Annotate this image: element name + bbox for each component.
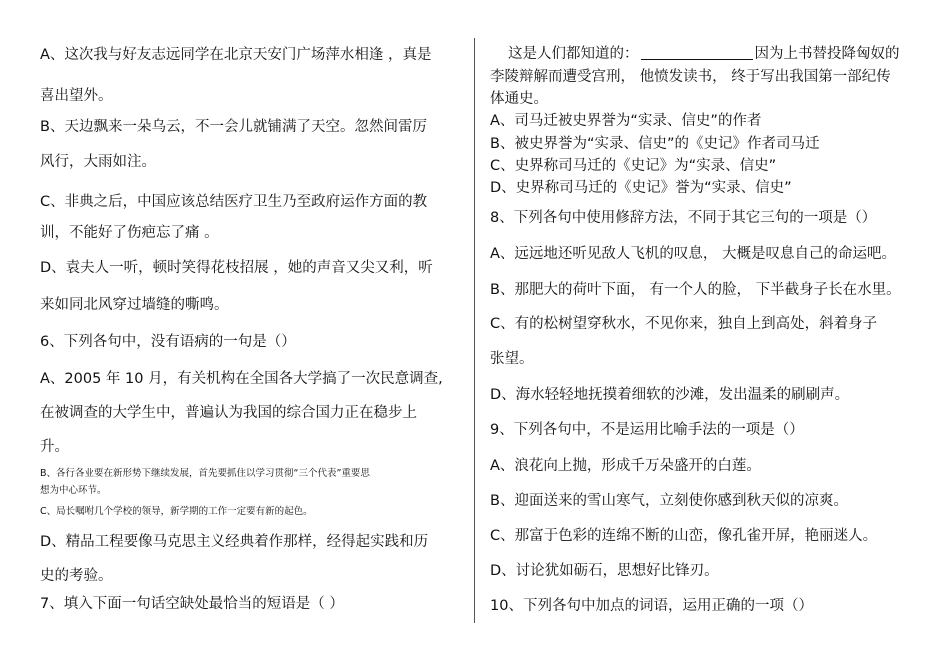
- q7-option-d: D、史界称司马迁的《史记》誉为“实录、信史”: [490, 180, 792, 196]
- q8-option-d: D、海水轻轻地抚摸着细软的沙滩，发出温柔的刷刷声。: [490, 387, 850, 403]
- q7-passage-line3: 体通史。: [490, 91, 548, 107]
- q6-option-c: C、局长嘱咐几个学校的领导，新学期的工作一定要有新的起色。: [40, 506, 313, 517]
- q6-option-a-line2: 在被调查的大学生中，普遍认为我国的综合国力正在稳步上: [40, 405, 417, 421]
- q7-passage-line1-start: 这是人们都知道的：: [508, 46, 639, 62]
- q6-option-b-line2: 想为中心环节。: [40, 485, 107, 496]
- q5-option-d-line1: D、袁夫人一听，顿时笑得花枝招展 ，她的声音又尖又利，听: [40, 260, 433, 276]
- q9-option-d: D、讨论犹如砺石，思想好比锋刃。: [490, 563, 719, 579]
- q5-option-b-line2: 风行，大雨如注。: [40, 154, 156, 170]
- q8-option-a: A、远远地还听见敌人飞机的叹息， 大概是叹息自己的命运吧。: [490, 246, 897, 262]
- q5-option-c-line2: 训，不能好了伤疤忘了痛 。: [40, 225, 219, 241]
- q6-option-d-line2: 史的考验。: [40, 568, 113, 584]
- q9-stem: 9、下列各句中，不是运用比喻手法的一项是（）: [490, 422, 804, 438]
- column-divider: [474, 38, 475, 623]
- q6-option-b-line1: B、各行各业要在新形势下继续发展，首先要抓住以学习贯彻“三个代表”重要思: [40, 468, 370, 479]
- q10-stem: 10、下列各句中加点的词语，运用正确的一项（）: [490, 598, 813, 614]
- q5-option-c-line1: C、非典之后，中国应该总结医疗卫生乃至政府运作方面的教: [40, 194, 428, 210]
- q7-option-a: A、司马迁被史界誉为“实录、信史”的作者: [490, 113, 762, 129]
- q6-stem: 6、下列各句中，没有语病的一句是（）: [40, 334, 296, 350]
- q5-option-a-line2: 喜出望外。: [40, 88, 113, 104]
- q6-option-d-line1: D、精品工程要像马克思主义经典着作那样，经得起实践和历: [40, 534, 429, 550]
- q6-option-a-line3: 升。: [40, 439, 69, 455]
- fill-in-blank[interactable]: [641, 45, 753, 60]
- q8-option-c-line1: C、有的松树望穿秋水，不见你来，独自上到高处，斜着身子: [490, 316, 878, 332]
- q7-passage-line1-end: 因为上书替投降匈奴的: [754, 46, 900, 62]
- q7-stem: 7、填入下面一句话空缺处最恰当的短语是（ ）: [40, 596, 344, 612]
- q6-option-a-line1: A、2005 年 10 月，有关机构在全国各大学搞了一次民意调查,: [40, 371, 443, 387]
- q9-option-c: C、那富于色彩的连绵不断的山峦，像孔雀开屏，艳丽迷人。: [490, 528, 878, 544]
- q9-option-b: B、迎面送来的雪山寒气，立刻使你感到秋天似的凉爽。: [490, 493, 848, 509]
- q5-option-b-line1: B、天边飘来一朵乌云，不一会儿就铺满了天空。忽然间雷厉: [40, 119, 427, 135]
- q7-passage-line2: 李陵辩解而遭受宫刑， 他愤发读书， 终于写出我国第一部纪传: [490, 69, 891, 85]
- q9-option-a: A、浪花向上抛，形成千万朵盛开的白莲。: [490, 458, 761, 474]
- q8-option-b: B、那肥大的荷叶下面， 有一个人的脸， 下半截身子长在水里。: [490, 282, 901, 298]
- q8-stem: 8、下列各句中使用修辞方法，不同于其它三句的一项是（）: [490, 210, 877, 226]
- q7-option-c: C、史界称司马迁的《史记》为“实录、信史”: [490, 158, 777, 174]
- q5-option-a-line1: A、这次我与好友志远同学在北京天安门广场萍水相逢 ，真是: [40, 47, 432, 63]
- q7-option-b: B、被史界誉为“实录、信史”的《史记》作者司马迁: [490, 136, 820, 152]
- q8-option-c-line2: 张望。: [490, 351, 534, 367]
- q7-passage-line1: [508, 44, 900, 64]
- q5-option-d-line2: 来如同北风穿过墙缝的嘶鸣。: [40, 297, 229, 313]
